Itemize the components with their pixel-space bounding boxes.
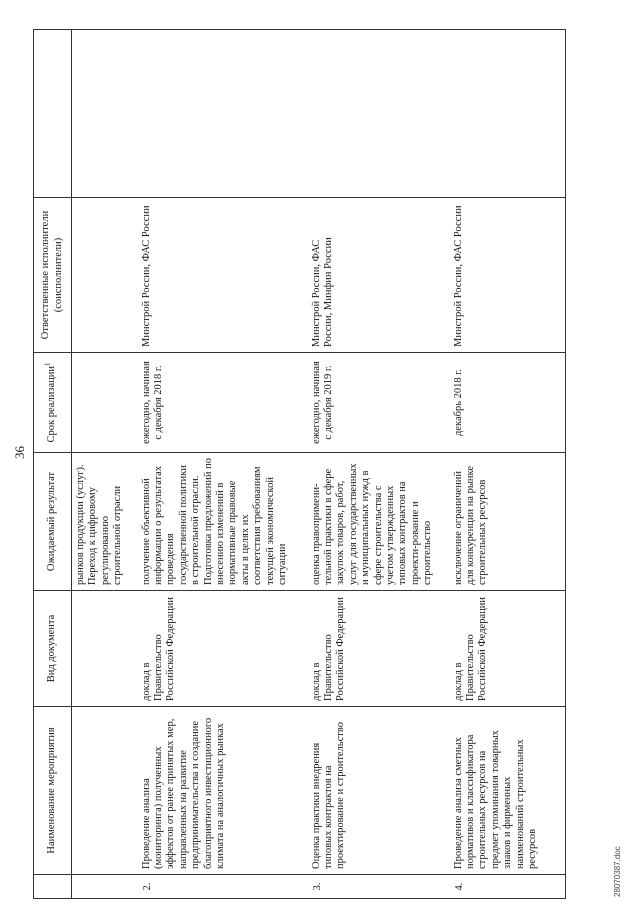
header-empty [34, 30, 72, 198]
cell-executors: Минстрой России, ФАС России [138, 198, 308, 353]
cell-result: рынков продукции (услуг). Переход к цифровому регулированию строительной отрасли [72, 453, 138, 591]
cell-deadline: ежегодно, начиная с декабря 2019 г. [308, 353, 450, 453]
table-row [72, 30, 138, 899]
header-measure-name: Наименование мероприятия [34, 707, 72, 875]
cell-number [72, 875, 138, 899]
header-executors: Ответственные исполнители (соисполнители) [34, 198, 72, 353]
document-id: 28070387.doc [613, 846, 622, 897]
table-row [450, 30, 566, 899]
table-header [34, 30, 72, 899]
cell-measure: Оценка практики внедрения типовых контрактов на проектирование и строительство [308, 707, 450, 875]
cell-measure: Проведение анализа сметных нормативов и классификатора строительных ресурсов на предмет упоминания товарных знаков и фирменных наименований строительных ресурсов [450, 707, 566, 875]
cell-doc-type: доклад в Правительство Российской Федерации [308, 591, 450, 707]
cell-result: оценка правопримени-тельной практики в сфере закупок товаров, работ, услуг для государственных и муниципальных нужд в сфере строительства с учетом утвержденных типовых контрактов на проекти-рование и строительство [308, 453, 450, 591]
header-number [34, 875, 72, 899]
cell-deadline: ежегодно, начиная с декабря 2018 г. [138, 353, 308, 453]
page-number: 36 [12, 446, 27, 459]
cell-executors [72, 198, 138, 353]
cell-number: 4. [450, 875, 566, 899]
header-deadline-label: Срок реализации [46, 365, 58, 443]
cell-doc-type [72, 591, 138, 707]
cell-doc-type: доклад в Правительство Российской Федерации [450, 591, 566, 707]
cell-number: 2. [138, 875, 308, 899]
header-deadline [34, 353, 72, 453]
header-document-type: Вид документа [34, 591, 72, 707]
cell-deadline: декабрь 2018 г. [450, 353, 566, 453]
cell-deadline [72, 353, 138, 453]
cell-measure: Проведение анализа (мониторинга) полученных эффектов от ранее принятых мер, направленных на развитие предпринимательства и создание благоприятного инвестиционного климата на аналогичных рынках [138, 707, 308, 875]
cell-result: получение объективной информации о результатах проведения государственной политики в строительной отрасли. Подготовка предложений по внесению изменений в нормативные правовые акты в целях их соответствия требованиям текущей экономической ситуации [138, 453, 308, 591]
cell-number: 3. [308, 875, 450, 899]
cell-result: исключение ограничений для конкуренции на рынке строительных ресурсов [450, 453, 566, 591]
cell-executors: Минстрой России, ФАС России [450, 198, 566, 353]
cell-doc-type: доклад в Правительство Российской Федерации [138, 591, 308, 707]
cell-measure [72, 707, 138, 875]
cell-empty [308, 30, 450, 198]
header-deadline-footnote: 1 [43, 362, 52, 366]
cell-executors: Минстрой России, ФАС России, Минфин России [308, 198, 450, 353]
measures-table [33, 29, 566, 899]
cell-empty [138, 30, 308, 198]
table-row [138, 30, 308, 899]
header-expected-result: Ожидаемый результат [34, 453, 72, 591]
table-row [308, 30, 450, 899]
cell-empty [72, 30, 138, 198]
cell-empty [450, 30, 566, 198]
